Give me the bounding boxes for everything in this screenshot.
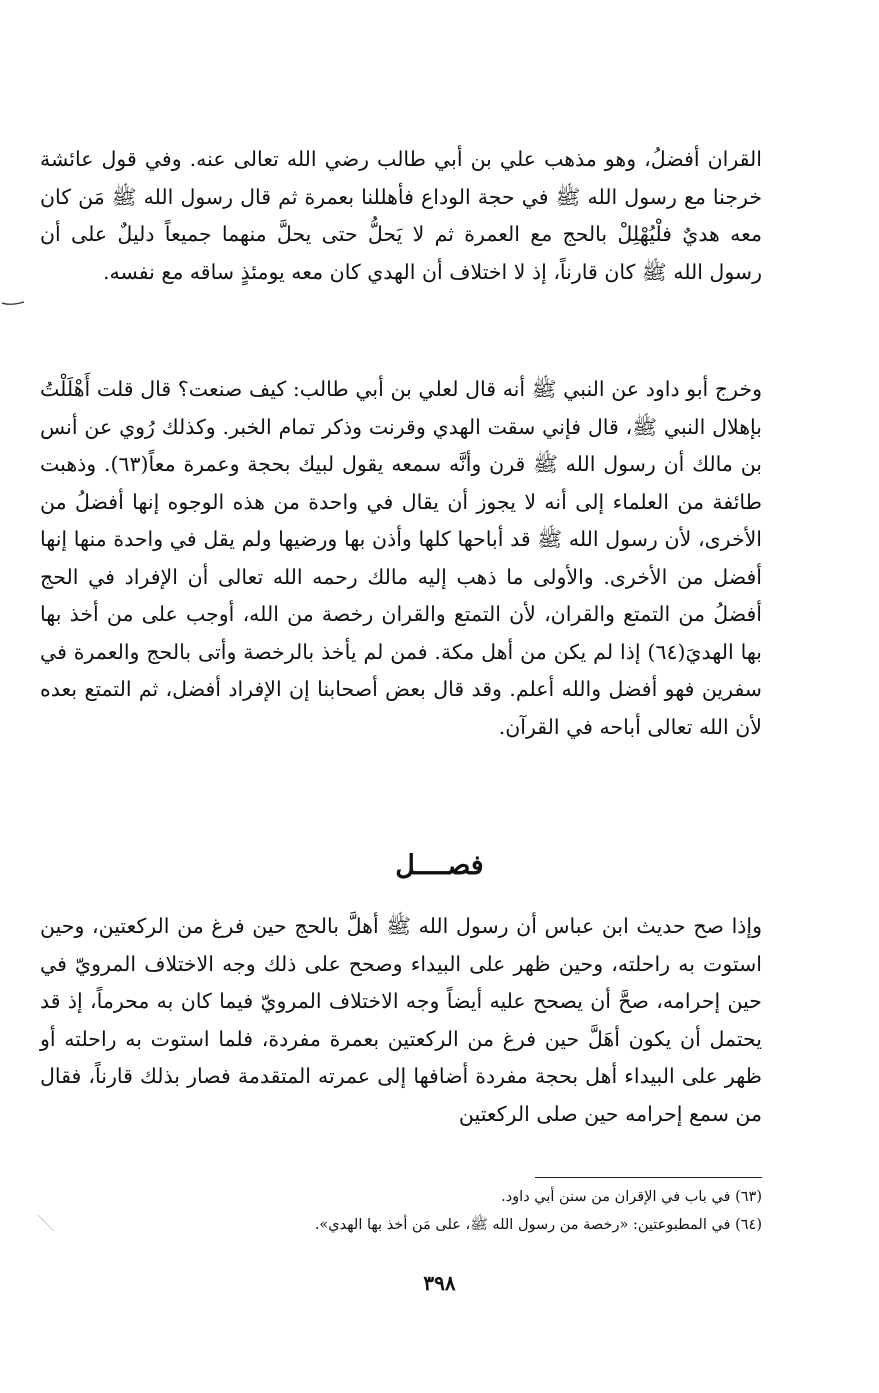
section-heading: فصــــل xyxy=(395,850,484,881)
body-paragraph-1: القران أفضلُ، وهو مذهب علي بن أبي طالب رضي الله تعالى عنه. وفي قول عائشة خرجنا مع رسول الله ﷺ في حجة الوداع فأهللنا بعمرة ثم قال رسول الله ﷺ مَن كان معه هديٌ فلْيُهْلِلْ بالحج مع العمرة ثم لا يَحلُّ حتى يحلَّ منهما جميعاً دليلٌ على أن رسول الله ﷺ كان قارناً، إذ لا اختلاف أن الهدي كان معه يومئذٍ ساقه مع نفسه. xyxy=(40,147,762,284)
page-number: ٣٩٨ xyxy=(423,1271,456,1295)
footnotes-list xyxy=(40,1183,762,1239)
margin-pen-mark xyxy=(0,297,26,311)
footnote-63: (٦٣) في باب في الإقران من سنن أبي داود. xyxy=(501,1189,762,1205)
scan-artifact xyxy=(36,1213,58,1235)
body-paragraph-3: وإذا صح حديث ابن عباس أن رسول الله ﷺ أهلَّ بالحج حين فرغ من الركعتين، وحين استوت به راحلته، وحين ظهر على البيداء وصحح على ذلك وجه الاختلاف المرويّ في حين إحرامه، صحَّ أن يصحح عليه أيضاً وجه الاختلاف المرويّ فيما كان به محرماً، إذ قد يحتمل أن يكون أهَلَّ حين فرغ من الركعتين بعمرة مفردة، فلما استوت به راحلته أو ظهر على البيداء أهل بحجة مفردة أضافها إلى عمرته المتقدمة فصار بذلك قارناً، فقال من سمع إحرامه حين صلى الركعتين xyxy=(40,914,762,1126)
body-paragraph-2: وخرج أبو داود عن النبي ﷺ أنه قال لعلي بن أبي طالب: كيف صنعت؟ قال قلت أَهْلَلْتُ بإهلال النبي ﷺ، قال فإني سقت الهدي وقرنت وذكر تمام الخبر. وكذلك رُوي عن أنس بن مالك أن رسول الله ﷺ قرن وأنَّه سمعه يقول لبيك بحجة وعمرة معاً(٦٣). وذهبت طائفة من العلماء إلى أنه لا يجوز أن يقال في واحدة من هذه الوجوه إنها أفضلُ من الأخرى، لأن رسول الله ﷺ قد أباحها كلها وأذن بها ورضيها ولم يقل في واحدة منها إنها أفضل من الأخرى. والأولى ما ذهب إليه مالك رحمه الله تعالى أن الإفراد في الحج أفضلُ من التمتع والقران، لأن التمتع والقران رخصة من الله، أوجب على من أخذ بها بها الهديَ(٦٤) إذا لم يكن من أهل مكة. فمن لم يأخذ بالرخصة وأتى بالحج والعمرة في سفرين فهو أفضل والله أعلم. وقد قال بعض أصحابنا إن الإفراد أفضل، ثم التمتع بعده لأن الله تعالى أباحه في القرآن. xyxy=(40,377,763,739)
footnote-64: (٦٤) في المطبوعتين: «رخصة من رسول الله ﷺ، على مَن أخذ بها الهدي». xyxy=(314,1217,762,1233)
footnote-divider xyxy=(535,1177,762,1178)
